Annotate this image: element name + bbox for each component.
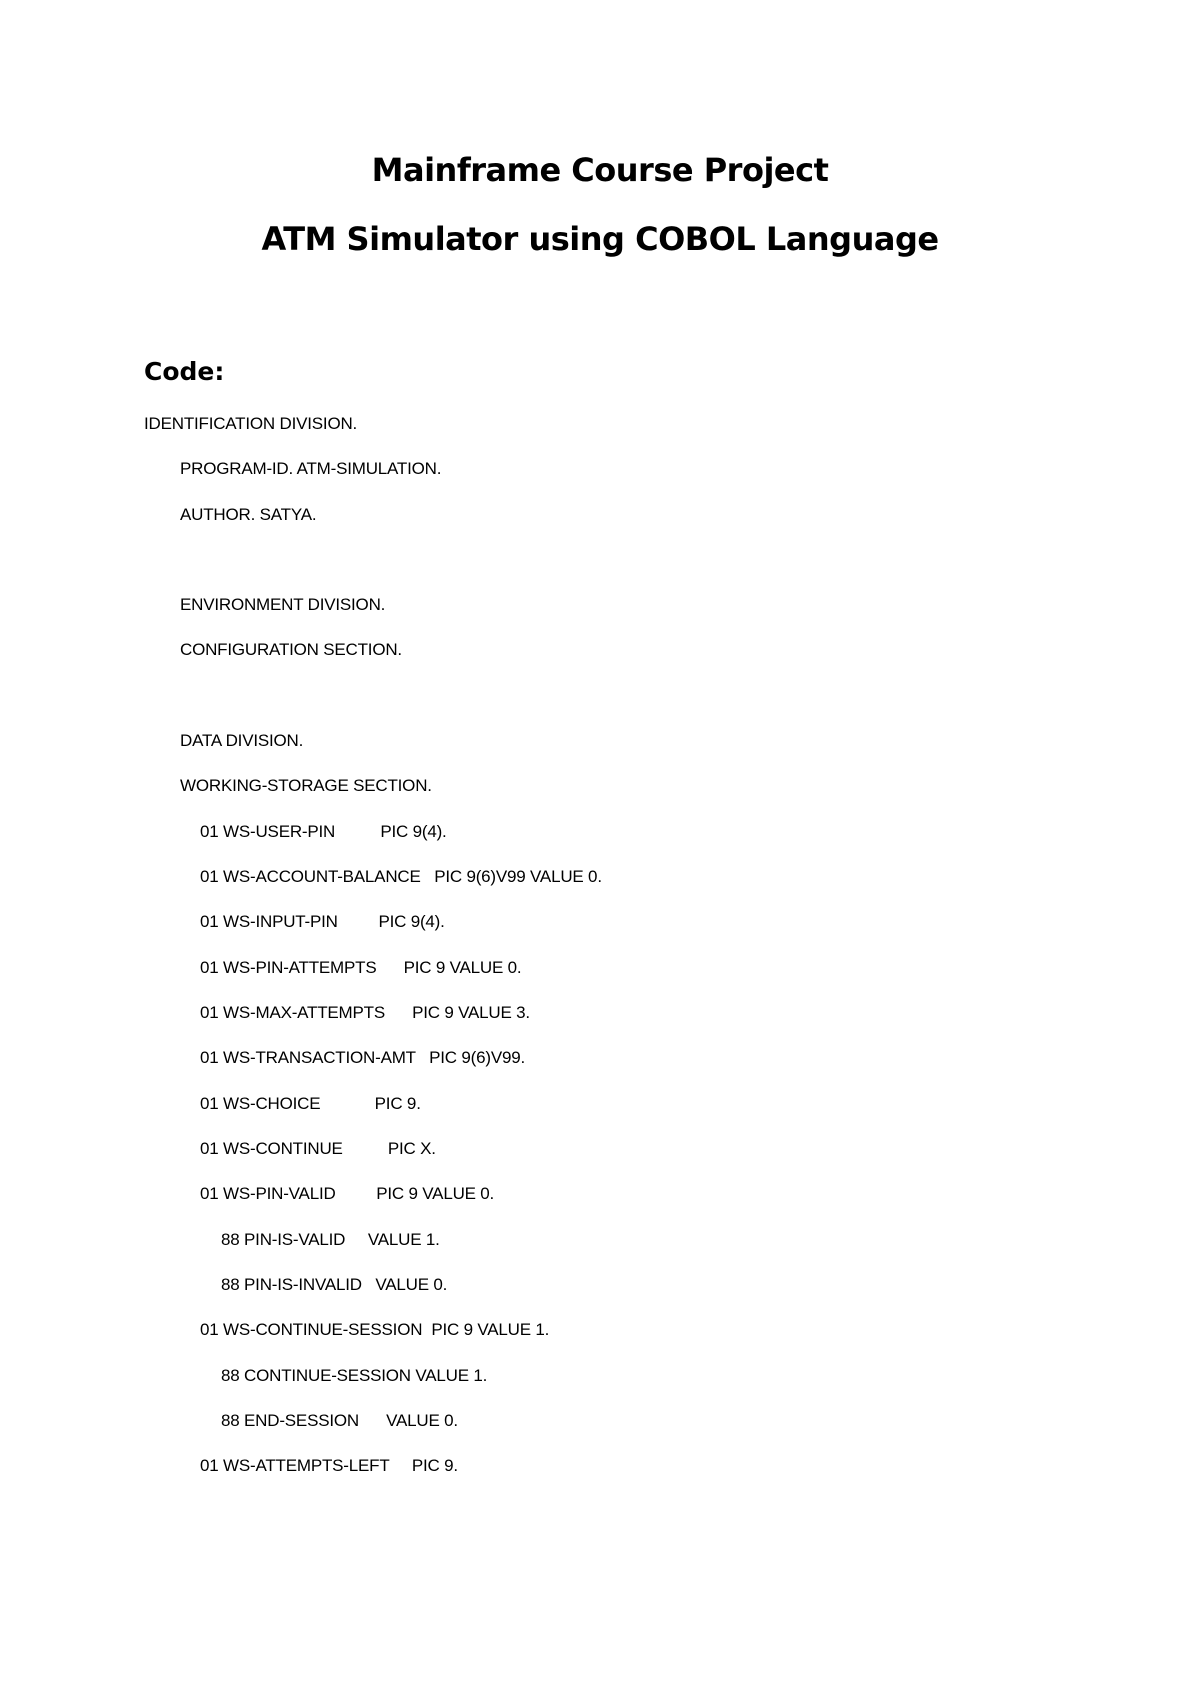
code-line: 88 END-SESSION VALUE 0. bbox=[221, 1411, 458, 1430]
code-line: 01 WS-TRANSACTION-AMT PIC 9(6)V99. bbox=[200, 1048, 525, 1067]
code-line: 01 WS-CHOICE PIC 9. bbox=[200, 1094, 421, 1113]
code-line: DATA DIVISION. bbox=[180, 731, 304, 750]
code-line: 01 WS-ATTEMPTS-LEFT PIC 9. bbox=[200, 1456, 458, 1475]
code-line: IDENTIFICATION DIVISION. bbox=[144, 414, 358, 433]
code-line: 01 WS-ACCOUNT-BALANCE PIC 9(6)V99 VALUE 0. bbox=[200, 867, 602, 886]
code-line: 01 WS-USER-PIN PIC 9(4). bbox=[200, 822, 447, 841]
code-line: PROGRAM-ID. ATM-SIMULATION. bbox=[180, 459, 442, 478]
code-line: 88 CONTINUE-SESSION VALUE 1. bbox=[221, 1366, 488, 1385]
code-line: 01 WS-CONTINUE PIC X. bbox=[200, 1139, 436, 1158]
document-title: Mainframe Course Project bbox=[371, 151, 829, 189]
code-line: 88 PIN-IS-VALID VALUE 1. bbox=[221, 1230, 440, 1249]
code-line: 88 PIN-IS-INVALID VALUE 0. bbox=[221, 1275, 448, 1294]
code-line: 01 WS-PIN-VALID PIC 9 VALUE 0. bbox=[200, 1184, 495, 1203]
code-line: 01 WS-PIN-ATTEMPTS PIC 9 VALUE 0. bbox=[200, 958, 522, 977]
code-line: CONFIGURATION SECTION. bbox=[180, 640, 402, 659]
code-line: WORKING-STORAGE SECTION. bbox=[180, 776, 432, 795]
code-line: 01 WS-INPUT-PIN PIC 9(4). bbox=[200, 912, 445, 931]
code-line: 01 WS-CONTINUE-SESSION PIC 9 VALUE 1. bbox=[200, 1320, 550, 1339]
code-line: ENVIRONMENT DIVISION. bbox=[180, 595, 386, 614]
document-subtitle: ATM Simulator using COBOL Language bbox=[261, 220, 939, 258]
code-line: 01 WS-MAX-ATTEMPTS PIC 9 VALUE 3. bbox=[200, 1003, 530, 1022]
code-heading: Code: bbox=[144, 357, 225, 386]
code-line: AUTHOR. SATYA. bbox=[180, 505, 317, 524]
